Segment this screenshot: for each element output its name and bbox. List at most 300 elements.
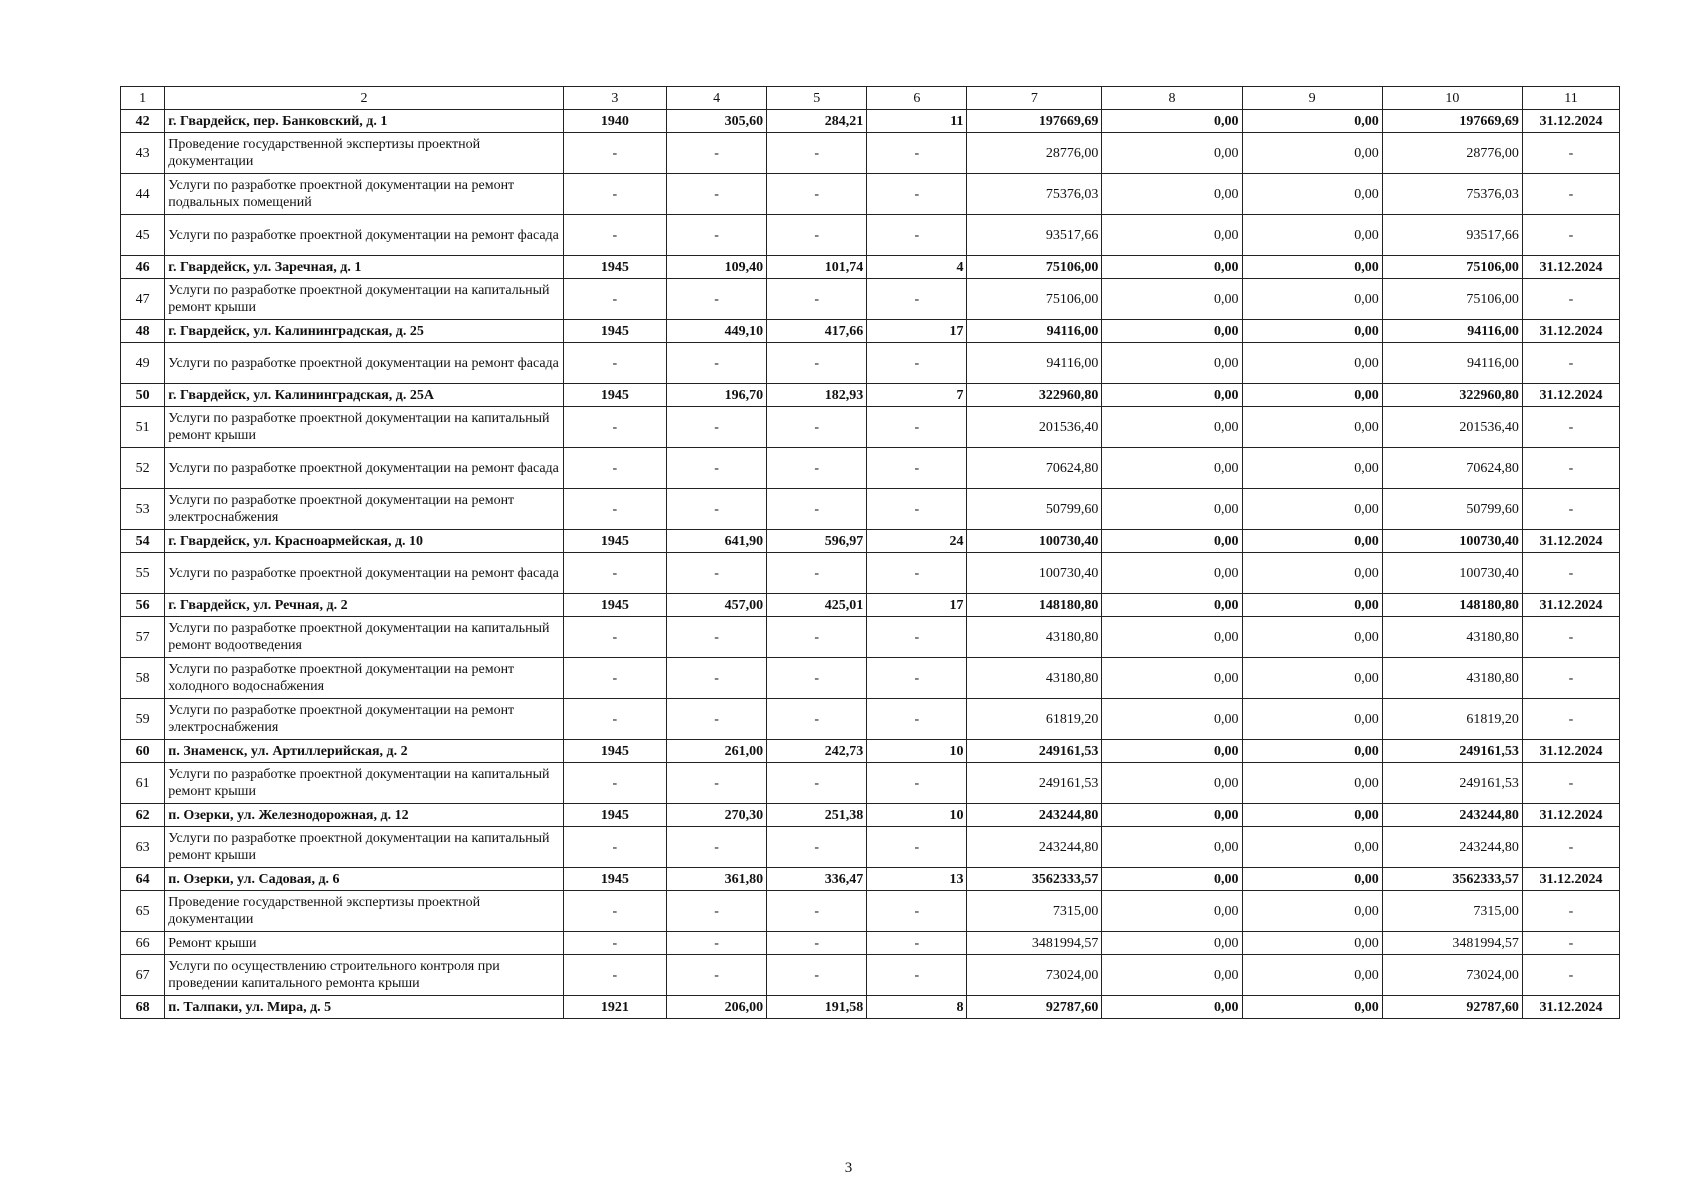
cost-total-cell: 249161,53 bbox=[967, 740, 1102, 763]
completion-date-cell: 31.12.2024 bbox=[1522, 868, 1619, 891]
cost-budget-cell: 0,00 bbox=[1242, 955, 1382, 996]
cost-owners-cell: 75376,03 bbox=[1382, 174, 1522, 215]
area-total-cell: - bbox=[667, 658, 767, 699]
completion-date-cell: - bbox=[1522, 553, 1619, 594]
area-living-cell: 251,38 bbox=[767, 804, 867, 827]
cost-fund-cell: 0,00 bbox=[1102, 110, 1242, 133]
cost-owners-cell: 3562333,57 bbox=[1382, 868, 1522, 891]
residents-cell: - bbox=[867, 489, 967, 530]
cost-budget-cell: 0,00 bbox=[1242, 740, 1382, 763]
work-item-row bbox=[121, 658, 1620, 699]
cost-total-cell: 75376,03 bbox=[967, 174, 1102, 215]
year-cell: - bbox=[563, 489, 666, 530]
row-number-cell: 61 bbox=[121, 763, 165, 804]
completion-date-cell: - bbox=[1522, 763, 1619, 804]
area-total-cell: 449,10 bbox=[667, 320, 767, 343]
cost-owners-cell: 92787,60 bbox=[1382, 996, 1522, 1019]
row-number-cell: 50 bbox=[121, 384, 165, 407]
area-total-cell: 109,40 bbox=[667, 256, 767, 279]
work-item-row bbox=[121, 932, 1620, 955]
completion-date-cell: - bbox=[1522, 617, 1619, 658]
work-item-row bbox=[121, 617, 1620, 658]
residents-cell: - bbox=[867, 215, 967, 256]
row-number-cell: 55 bbox=[121, 553, 165, 594]
area-living-cell: 425,01 bbox=[767, 594, 867, 617]
area-total-cell: 270,30 bbox=[667, 804, 767, 827]
cost-fund-cell: 0,00 bbox=[1102, 658, 1242, 699]
cost-total-cell: 93517,66 bbox=[967, 215, 1102, 256]
cost-owners-cell: 61819,20 bbox=[1382, 699, 1522, 740]
row-number-cell: 51 bbox=[121, 407, 165, 448]
area-total-cell: - bbox=[667, 827, 767, 868]
row-number-cell: 45 bbox=[121, 215, 165, 256]
area-living-cell: - bbox=[767, 699, 867, 740]
cost-fund-cell: 0,00 bbox=[1102, 553, 1242, 594]
cost-fund-cell: 0,00 bbox=[1102, 174, 1242, 215]
year-cell: 1945 bbox=[563, 868, 666, 891]
column-number-6: 6 bbox=[867, 87, 967, 110]
completion-date-cell: - bbox=[1522, 279, 1619, 320]
cost-total-cell: 249161,53 bbox=[967, 763, 1102, 804]
cost-fund-cell: 0,00 bbox=[1102, 955, 1242, 996]
cost-budget-cell: 0,00 bbox=[1242, 256, 1382, 279]
column-number-5: 5 bbox=[767, 87, 867, 110]
cost-fund-cell: 0,00 bbox=[1102, 448, 1242, 489]
year-cell: - bbox=[563, 891, 666, 932]
completion-date-cell: 31.12.2024 bbox=[1522, 110, 1619, 133]
address-row bbox=[121, 256, 1620, 279]
area-living-cell: - bbox=[767, 763, 867, 804]
work-item-row bbox=[121, 448, 1620, 489]
completion-date-cell: - bbox=[1522, 932, 1619, 955]
address-row bbox=[121, 996, 1620, 1019]
row-number-cell: 58 bbox=[121, 658, 165, 699]
cost-total-cell: 3562333,57 bbox=[967, 868, 1102, 891]
year-cell: 1945 bbox=[563, 594, 666, 617]
column-number-7: 7 bbox=[967, 87, 1102, 110]
cost-owners-cell: 249161,53 bbox=[1382, 740, 1522, 763]
column-number-8: 8 bbox=[1102, 87, 1242, 110]
cost-fund-cell: 0,00 bbox=[1102, 996, 1242, 1019]
row-number-cell: 63 bbox=[121, 827, 165, 868]
cost-owners-cell: 7315,00 bbox=[1382, 891, 1522, 932]
completion-date-cell: 31.12.2024 bbox=[1522, 320, 1619, 343]
year-cell: - bbox=[563, 553, 666, 594]
address-row bbox=[121, 110, 1620, 133]
cost-budget-cell: 0,00 bbox=[1242, 594, 1382, 617]
area-total-cell: 206,00 bbox=[667, 996, 767, 1019]
residents-cell: 4 bbox=[867, 256, 967, 279]
description-cell: Услуги по разработке проектной документации на капитальный ремонт крыши bbox=[165, 279, 563, 320]
area-living-cell: 182,93 bbox=[767, 384, 867, 407]
cost-fund-cell: 0,00 bbox=[1102, 384, 1242, 407]
residents-cell: - bbox=[867, 955, 967, 996]
year-cell: 1940 bbox=[563, 110, 666, 133]
description-cell: Услуги по осуществлению строительного контроля при проведении капитального ремонта крыши bbox=[165, 955, 563, 996]
address-row bbox=[121, 868, 1620, 891]
description-cell: п. Озерки, ул. Садовая, д. 6 bbox=[165, 868, 563, 891]
area-living-cell: - bbox=[767, 617, 867, 658]
row-number-cell: 54 bbox=[121, 530, 165, 553]
cost-owners-cell: 94116,00 bbox=[1382, 343, 1522, 384]
area-living-cell: - bbox=[767, 343, 867, 384]
residents-cell: - bbox=[867, 343, 967, 384]
residents-cell: - bbox=[867, 891, 967, 932]
completion-date-cell: - bbox=[1522, 448, 1619, 489]
description-cell: г. Гвардейск, ул. Калининградская, д. 25 bbox=[165, 320, 563, 343]
cost-fund-cell: 0,00 bbox=[1102, 740, 1242, 763]
completion-date-cell: - bbox=[1522, 133, 1619, 174]
cost-budget-cell: 0,00 bbox=[1242, 932, 1382, 955]
residents-cell: - bbox=[867, 279, 967, 320]
work-item-row bbox=[121, 553, 1620, 594]
area-living-cell: 242,73 bbox=[767, 740, 867, 763]
cost-budget-cell: 0,00 bbox=[1242, 763, 1382, 804]
cost-owners-cell: 43180,80 bbox=[1382, 617, 1522, 658]
completion-date-cell: - bbox=[1522, 407, 1619, 448]
address-row bbox=[121, 740, 1620, 763]
area-living-cell: - bbox=[767, 658, 867, 699]
cost-total-cell: 197669,69 bbox=[967, 110, 1102, 133]
description-cell: Проведение государственной экспертизы проектной документации bbox=[165, 891, 563, 932]
cost-budget-cell: 0,00 bbox=[1242, 279, 1382, 320]
description-cell: Услуги по разработке проектной документации на ремонт холодного водоснабжения bbox=[165, 658, 563, 699]
area-living-cell: - bbox=[767, 133, 867, 174]
residents-cell: 17 bbox=[867, 594, 967, 617]
cost-total-cell: 148180,80 bbox=[967, 594, 1102, 617]
year-cell: - bbox=[563, 699, 666, 740]
cost-total-cell: 7315,00 bbox=[967, 891, 1102, 932]
cost-fund-cell: 0,00 bbox=[1102, 804, 1242, 827]
cost-budget-cell: 0,00 bbox=[1242, 320, 1382, 343]
column-number-1: 1 bbox=[121, 87, 165, 110]
cost-fund-cell: 0,00 bbox=[1102, 932, 1242, 955]
residents-cell: 24 bbox=[867, 530, 967, 553]
cost-total-cell: 70624,80 bbox=[967, 448, 1102, 489]
page-number: 3 bbox=[844, 1160, 853, 1176]
year-cell: - bbox=[563, 763, 666, 804]
year-cell: 1945 bbox=[563, 384, 666, 407]
year-cell: - bbox=[563, 343, 666, 384]
cost-total-cell: 43180,80 bbox=[967, 658, 1102, 699]
work-item-row bbox=[121, 279, 1620, 320]
column-number-11: 11 bbox=[1522, 87, 1619, 110]
area-living-cell: - bbox=[767, 827, 867, 868]
cost-owners-cell: 249161,53 bbox=[1382, 763, 1522, 804]
area-total-cell: 305,60 bbox=[667, 110, 767, 133]
year-cell: 1945 bbox=[563, 320, 666, 343]
cost-total-cell: 201536,40 bbox=[967, 407, 1102, 448]
area-total-cell: - bbox=[667, 133, 767, 174]
cost-budget-cell: 0,00 bbox=[1242, 804, 1382, 827]
residents-cell: 13 bbox=[867, 868, 967, 891]
cost-budget-cell: 0,00 bbox=[1242, 699, 1382, 740]
row-number-cell: 49 bbox=[121, 343, 165, 384]
cost-total-cell: 243244,80 bbox=[967, 804, 1102, 827]
cost-owners-cell: 75106,00 bbox=[1382, 279, 1522, 320]
cost-owners-cell: 70624,80 bbox=[1382, 448, 1522, 489]
row-number-cell: 42 bbox=[121, 110, 165, 133]
cost-budget-cell: 0,00 bbox=[1242, 868, 1382, 891]
residents-cell: - bbox=[867, 133, 967, 174]
area-total-cell: 457,00 bbox=[667, 594, 767, 617]
cost-fund-cell: 0,00 bbox=[1102, 763, 1242, 804]
year-cell: - bbox=[563, 617, 666, 658]
cost-owners-cell: 3481994,57 bbox=[1382, 932, 1522, 955]
description-cell: г. Гвардейск, ул. Красноармейская, д. 10 bbox=[165, 530, 563, 553]
row-number-cell: 46 bbox=[121, 256, 165, 279]
area-living-cell: - bbox=[767, 955, 867, 996]
completion-date-cell: 31.12.2024 bbox=[1522, 530, 1619, 553]
year-cell: - bbox=[563, 215, 666, 256]
area-total-cell: - bbox=[667, 617, 767, 658]
area-living-cell: 336,47 bbox=[767, 868, 867, 891]
description-cell: г. Гвардейск, ул. Речная, д. 2 bbox=[165, 594, 563, 617]
year-cell: - bbox=[563, 279, 666, 320]
completion-date-cell: - bbox=[1522, 955, 1619, 996]
work-item-row bbox=[121, 489, 1620, 530]
residents-cell: - bbox=[867, 617, 967, 658]
completion-date-cell: - bbox=[1522, 658, 1619, 699]
cost-budget-cell: 0,00 bbox=[1242, 530, 1382, 553]
cost-owners-cell: 73024,00 bbox=[1382, 955, 1522, 996]
residents-cell: 8 bbox=[867, 996, 967, 1019]
column-number-9: 9 bbox=[1242, 87, 1382, 110]
cost-owners-cell: 100730,40 bbox=[1382, 530, 1522, 553]
description-cell: Услуги по разработке проектной документации на ремонт электроснабжения bbox=[165, 489, 563, 530]
cost-fund-cell: 0,00 bbox=[1102, 868, 1242, 891]
cost-total-cell: 75106,00 bbox=[967, 256, 1102, 279]
cost-budget-cell: 0,00 bbox=[1242, 448, 1382, 489]
cost-owners-cell: 243244,80 bbox=[1382, 804, 1522, 827]
cost-budget-cell: 0,00 bbox=[1242, 996, 1382, 1019]
area-total-cell: 641,90 bbox=[667, 530, 767, 553]
address-row bbox=[121, 530, 1620, 553]
cost-fund-cell: 0,00 bbox=[1102, 256, 1242, 279]
area-living-cell: 417,66 bbox=[767, 320, 867, 343]
description-cell: Услуги по разработке проектной документации на ремонт подвальных помещений bbox=[165, 174, 563, 215]
description-cell: Услуги по разработке проектной документации на ремонт фасада bbox=[165, 448, 563, 489]
area-total-cell: - bbox=[667, 932, 767, 955]
cost-fund-cell: 0,00 bbox=[1102, 215, 1242, 256]
area-total-cell: 196,70 bbox=[667, 384, 767, 407]
cost-fund-cell: 0,00 bbox=[1102, 407, 1242, 448]
area-total-cell: - bbox=[667, 955, 767, 996]
cost-fund-cell: 0,00 bbox=[1102, 530, 1242, 553]
cost-total-cell: 61819,20 bbox=[967, 699, 1102, 740]
completion-date-cell: - bbox=[1522, 699, 1619, 740]
cost-fund-cell: 0,00 bbox=[1102, 594, 1242, 617]
area-living-cell: - bbox=[767, 891, 867, 932]
work-item-row bbox=[121, 891, 1620, 932]
completion-date-cell: 31.12.2024 bbox=[1522, 594, 1619, 617]
description-cell: Услуги по разработке проектной документации на капитальный ремонт водоотведения bbox=[165, 617, 563, 658]
residents-cell: - bbox=[867, 407, 967, 448]
cost-total-cell: 73024,00 bbox=[967, 955, 1102, 996]
residents-cell: - bbox=[867, 763, 967, 804]
residents-cell: 7 bbox=[867, 384, 967, 407]
cost-total-cell: 92787,60 bbox=[967, 996, 1102, 1019]
description-cell: п. Знаменск, ул. Артиллерийская, д. 2 bbox=[165, 740, 563, 763]
row-number-cell: 56 bbox=[121, 594, 165, 617]
description-cell: г. Гвардейск, ул. Калининградская, д. 25А bbox=[165, 384, 563, 407]
area-living-cell: 284,21 bbox=[767, 110, 867, 133]
area-total-cell: - bbox=[667, 343, 767, 384]
year-cell: - bbox=[563, 658, 666, 699]
description-cell: Услуги по разработке проектной документации на ремонт электроснабжения bbox=[165, 699, 563, 740]
work-item-row bbox=[121, 407, 1620, 448]
cost-owners-cell: 322960,80 bbox=[1382, 384, 1522, 407]
cost-fund-cell: 0,00 bbox=[1102, 279, 1242, 320]
area-total-cell: 261,00 bbox=[667, 740, 767, 763]
description-cell: Услуги по разработке проектной документации на капитальный ремонт крыши bbox=[165, 407, 563, 448]
cost-fund-cell: 0,00 bbox=[1102, 891, 1242, 932]
cost-fund-cell: 0,00 bbox=[1102, 617, 1242, 658]
year-cell: 1945 bbox=[563, 740, 666, 763]
row-number-cell: 65 bbox=[121, 891, 165, 932]
cost-budget-cell: 0,00 bbox=[1242, 384, 1382, 407]
row-number-cell: 62 bbox=[121, 804, 165, 827]
area-total-cell: - bbox=[667, 763, 767, 804]
cost-owners-cell: 100730,40 bbox=[1382, 553, 1522, 594]
residents-cell: - bbox=[867, 448, 967, 489]
year-cell: 1921 bbox=[563, 996, 666, 1019]
description-cell: Услуги по разработке проектной документации на ремонт фасада bbox=[165, 343, 563, 384]
area-living-cell: 191,58 bbox=[767, 996, 867, 1019]
year-cell: - bbox=[563, 932, 666, 955]
area-living-cell: 596,97 bbox=[767, 530, 867, 553]
cost-owners-cell: 243244,80 bbox=[1382, 827, 1522, 868]
residents-cell: 17 bbox=[867, 320, 967, 343]
cost-owners-cell: 75106,00 bbox=[1382, 256, 1522, 279]
description-cell: п. Озерки, ул. Железнодорожная, д. 12 bbox=[165, 804, 563, 827]
work-item-row bbox=[121, 343, 1620, 384]
cost-total-cell: 100730,40 bbox=[967, 553, 1102, 594]
completion-date-cell: 31.12.2024 bbox=[1522, 996, 1619, 1019]
column-number-4: 4 bbox=[667, 87, 767, 110]
residents-cell: - bbox=[867, 699, 967, 740]
completion-date-cell: 31.12.2024 bbox=[1522, 804, 1619, 827]
area-living-cell: - bbox=[767, 553, 867, 594]
completion-date-cell: 31.12.2024 bbox=[1522, 256, 1619, 279]
cost-budget-cell: 0,00 bbox=[1242, 343, 1382, 384]
cost-total-cell: 94116,00 bbox=[967, 343, 1102, 384]
cost-owners-cell: 50799,60 bbox=[1382, 489, 1522, 530]
description-cell: Услуги по разработке проектной документации на ремонт фасада bbox=[165, 553, 563, 594]
area-total-cell: - bbox=[667, 174, 767, 215]
cost-owners-cell: 93517,66 bbox=[1382, 215, 1522, 256]
cost-budget-cell: 0,00 bbox=[1242, 215, 1382, 256]
year-cell: - bbox=[563, 133, 666, 174]
address-row bbox=[121, 320, 1620, 343]
area-total-cell: 361,80 bbox=[667, 868, 767, 891]
row-number-cell: 48 bbox=[121, 320, 165, 343]
cost-budget-cell: 0,00 bbox=[1242, 489, 1382, 530]
repair-program-table bbox=[120, 86, 1620, 1019]
area-living-cell: - bbox=[767, 279, 867, 320]
area-living-cell: - bbox=[767, 932, 867, 955]
area-living-cell: 101,74 bbox=[767, 256, 867, 279]
residents-cell: - bbox=[867, 658, 967, 699]
cost-budget-cell: 0,00 bbox=[1242, 133, 1382, 174]
description-cell: г. Гвардейск, пер. Банковский, д. 1 bbox=[165, 110, 563, 133]
area-total-cell: - bbox=[667, 553, 767, 594]
year-cell: 1945 bbox=[563, 804, 666, 827]
cost-total-cell: 43180,80 bbox=[967, 617, 1102, 658]
cost-fund-cell: 0,00 bbox=[1102, 489, 1242, 530]
work-item-row bbox=[121, 827, 1620, 868]
cost-owners-cell: 28776,00 bbox=[1382, 133, 1522, 174]
area-living-cell: - bbox=[767, 407, 867, 448]
column-number-10: 10 bbox=[1382, 87, 1522, 110]
column-number-3: 3 bbox=[563, 87, 666, 110]
table-body bbox=[121, 87, 1620, 1019]
address-row bbox=[121, 384, 1620, 407]
description-cell: Проведение государственной экспертизы проектной документации bbox=[165, 133, 563, 174]
work-item-row bbox=[121, 215, 1620, 256]
cost-owners-cell: 43180,80 bbox=[1382, 658, 1522, 699]
completion-date-cell: 31.12.2024 bbox=[1522, 740, 1619, 763]
year-cell: 1945 bbox=[563, 530, 666, 553]
description-cell: Услуги по разработке проектной документации на капитальный ремонт крыши bbox=[165, 763, 563, 804]
completion-date-cell: - bbox=[1522, 489, 1619, 530]
work-item-row bbox=[121, 955, 1620, 996]
cost-owners-cell: 197669,69 bbox=[1382, 110, 1522, 133]
cost-total-cell: 322960,80 bbox=[967, 384, 1102, 407]
row-number-cell: 52 bbox=[121, 448, 165, 489]
work-item-row bbox=[121, 699, 1620, 740]
residents-cell: - bbox=[867, 932, 967, 955]
year-cell: - bbox=[563, 407, 666, 448]
year-cell: 1945 bbox=[563, 256, 666, 279]
residents-cell: - bbox=[867, 553, 967, 594]
year-cell: - bbox=[563, 448, 666, 489]
residents-cell: 10 bbox=[867, 740, 967, 763]
cost-owners-cell: 201536,40 bbox=[1382, 407, 1522, 448]
cost-budget-cell: 0,00 bbox=[1242, 110, 1382, 133]
cost-total-cell: 75106,00 bbox=[967, 279, 1102, 320]
cost-fund-cell: 0,00 bbox=[1102, 133, 1242, 174]
area-living-cell: - bbox=[767, 489, 867, 530]
cost-owners-cell: 94116,00 bbox=[1382, 320, 1522, 343]
completion-date-cell: 31.12.2024 bbox=[1522, 384, 1619, 407]
description-cell: п. Талпаки, ул. Мира, д. 5 bbox=[165, 996, 563, 1019]
area-living-cell: - bbox=[767, 174, 867, 215]
cost-total-cell: 243244,80 bbox=[967, 827, 1102, 868]
cost-fund-cell: 0,00 bbox=[1102, 320, 1242, 343]
area-total-cell: - bbox=[667, 448, 767, 489]
cost-total-cell: 100730,40 bbox=[967, 530, 1102, 553]
cost-budget-cell: 0,00 bbox=[1242, 827, 1382, 868]
description-cell: г. Гвардейск, ул. Заречная, д. 1 bbox=[165, 256, 563, 279]
row-number-cell: 64 bbox=[121, 868, 165, 891]
column-number-header-row bbox=[121, 87, 1620, 110]
row-number-cell: 47 bbox=[121, 279, 165, 320]
residents-cell: - bbox=[867, 827, 967, 868]
cost-owners-cell: 148180,80 bbox=[1382, 594, 1522, 617]
cost-total-cell: 50799,60 bbox=[967, 489, 1102, 530]
area-living-cell: - bbox=[767, 448, 867, 489]
address-row bbox=[121, 594, 1620, 617]
area-total-cell: - bbox=[667, 279, 767, 320]
cost-total-cell: 94116,00 bbox=[967, 320, 1102, 343]
cost-budget-cell: 0,00 bbox=[1242, 553, 1382, 594]
cost-budget-cell: 0,00 bbox=[1242, 407, 1382, 448]
cost-total-cell: 3481994,57 bbox=[967, 932, 1102, 955]
area-total-cell: - bbox=[667, 489, 767, 530]
area-total-cell: - bbox=[667, 215, 767, 256]
completion-date-cell: - bbox=[1522, 891, 1619, 932]
